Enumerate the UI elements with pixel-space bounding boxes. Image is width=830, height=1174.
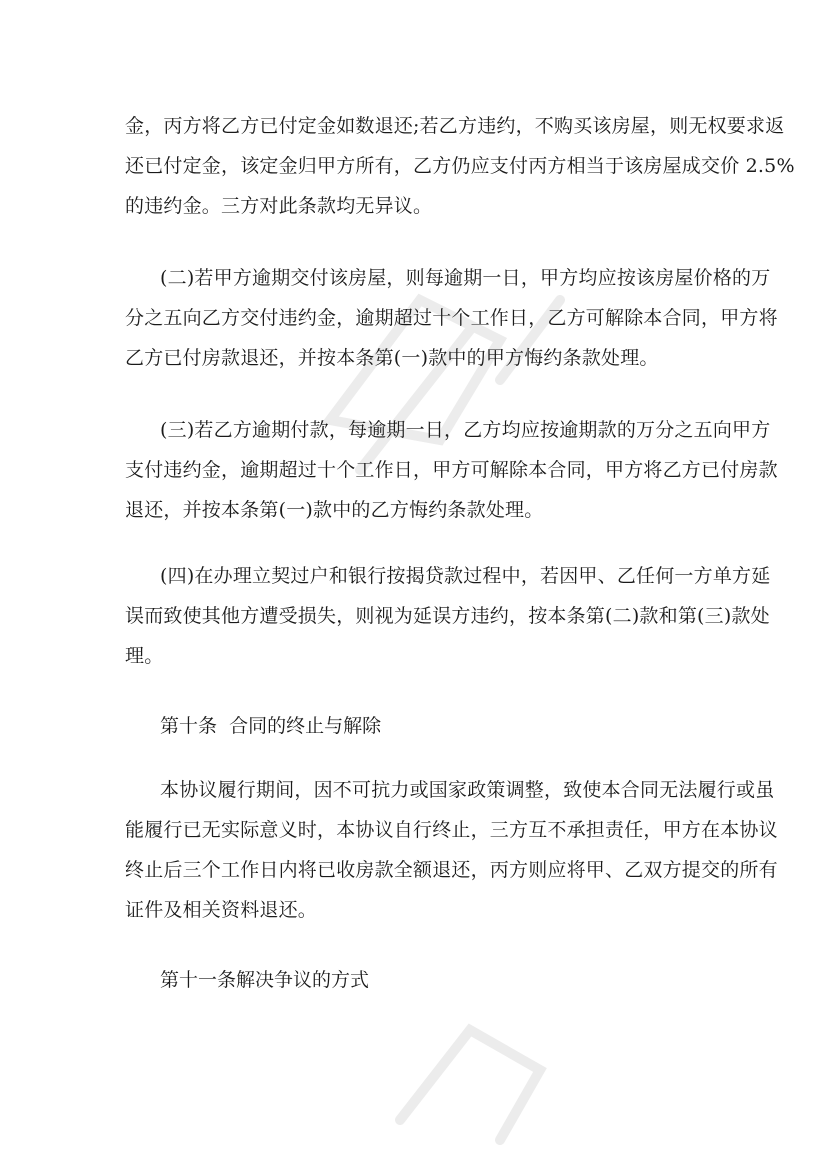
paragraph-4 xyxy=(125,556,771,676)
paragraph-line: 支付违约金，逾期超过十个工作日，甲方可解除本合同，甲方将乙方已付房款 xyxy=(125,459,778,481)
paragraph-line: (二)若甲方逾期交付该房屋，则每逾期一日，甲方均应按该房屋价格的万 xyxy=(160,267,771,289)
paragraph-1 xyxy=(125,106,795,226)
paragraph-5 xyxy=(125,770,778,930)
paragraph-2 xyxy=(125,258,778,378)
paragraph-line: 证件及相关资料退还。 xyxy=(125,899,318,921)
paragraph-line: (四)在办理立契过户和银行按揭贷款过程中，若因甲、乙任何一方单方延 xyxy=(160,565,771,587)
article-11-heading: 第十一条解决争议的方式 xyxy=(160,969,370,991)
paragraph-line: 分之五向乙方交付违约金，逾期超过十个工作日，乙方可解除本合同，甲方将 xyxy=(125,307,778,329)
paragraph-line: 的违约金。三方对此条款均无异议。 xyxy=(125,195,433,217)
paragraph-line: 能履行已无实际意义时，本协议自行终止，三方互不承担责任，甲方在本协议 xyxy=(125,819,778,841)
paragraph-3 xyxy=(125,410,778,530)
paragraph-line: (三)若乙方逾期付款，每逾期一日，乙方均应按逾期款的万分之五向甲方 xyxy=(160,419,771,441)
paragraph-line: 乙方已付房款退还，并按本条第(一)款中的甲方悔约条款处理。 xyxy=(125,347,659,369)
article-10-heading: 第十条 合同的终止与解除 xyxy=(160,715,382,737)
paragraph-line: 金，丙方将乙方已付定金如数退还;若乙方违约，不购买该房屋，则无权要求返 xyxy=(125,115,785,137)
paragraph-line: 退还，并按本条第(一)款中的乙方悔约条款处理。 xyxy=(125,499,544,521)
paragraph-line: 误而致使其他方遭受损失，则视为延误方违约，按本条第(二)款和第(三)款处 xyxy=(125,605,770,627)
paragraph-line: 理。 xyxy=(125,645,164,667)
paragraph-line: 终止后三个工作日内将已收房款全额退还，丙方则应将甲、乙双方提交的所有 xyxy=(125,859,778,881)
paragraph-line: 本协议履行期间，因不可抗力或国家政策调整，致使本合同无法履行或虽 xyxy=(160,779,775,801)
paragraph-line: 还已付定金，该定金归甲方所有，乙方仍应支付丙方相当于该房屋成交价 2.5% xyxy=(125,155,795,177)
